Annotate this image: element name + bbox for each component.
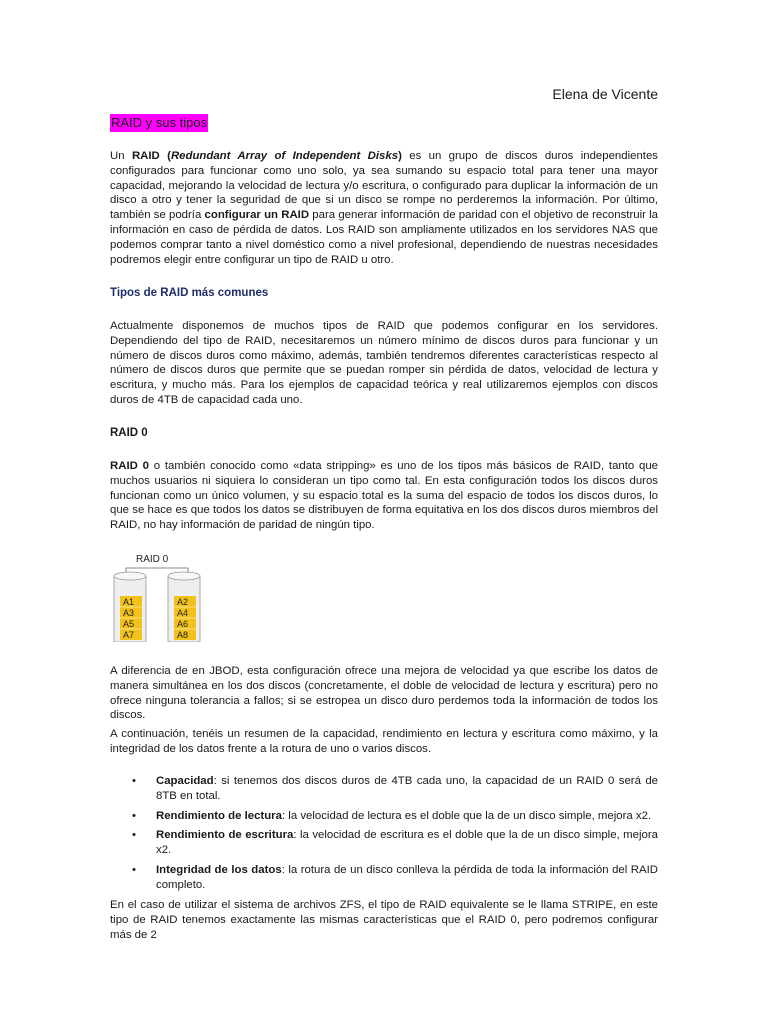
list-item: • Integridad de los datos: la rotura de un disco conlleva la pérdida de toda la información del RAID completo. — [132, 863, 658, 891]
disk1-block: A7 — [123, 630, 135, 640]
disk2-block: A4 — [177, 608, 189, 618]
raid0-paragraph: RAID 0 o también conocido como «data stripping» es uno de los tipos más básicos de RAID, tanto que muchos usuarios ni siquiera lo consideran un tipo como tal. En esta configuración todos los discos duros funcionan como un único volumen, y su espacio total es la suma del espacio de todos los discos duros, lo que se hace es que todos los datos se distribuyen de forma equitativa en los dos discos duros miembros del RAID, no hay información de paridad de ningún tipo. — [110, 460, 659, 532]
raid0-diagram-label: RAID 0 — [136, 554, 169, 565]
heading-raid0: RAID 0 — [110, 427, 148, 439]
zfs-paragraph: En el caso de utilizar el sistema de archivos ZFS, el tipo de RAID equivalente se le llama STRIPE, en este tipo de RAID tenemos exactamente las mismas características que el RAID 0, pero podremos configurar más de 2 — [110, 899, 658, 941]
raid0-features-list — [110, 774, 658, 898]
list-item: • Capacidad: si tenemos dos discos duros de 4TB cada uno, la capacidad de un RAID 0 será de 8TB en total. — [132, 775, 658, 802]
raid0-diagram — [106, 550, 210, 642]
disk2-block: A2 — [177, 597, 189, 607]
types-paragraph: Actualmente disponemos de muchos tipos de RAID que podemos configurar en los servidores. Dependiendo del tipo de RAID, necesitaremos un número mínimo de discos duros para funcionar y un número de discos duros como máximo, además, también tendremos diferentes características respecto al número de discos duros que permite que se puedan romper sin pérdida de datos, velocidad de lectura y escritura, y mucho más. Para los ejemplos de capacidad teórica y real utilizaremos ejemplos con discos duros de 4TB de capacidad cada uno. — [110, 320, 658, 406]
document-title: RAID y sus tipos — [111, 115, 208, 130]
disk2-block: A8 — [177, 630, 189, 640]
disk-2 — [168, 572, 200, 642]
list-item: • Rendimiento de lectura: la velocidad de lectura es el doble que la de un disco simple, mejora x2. — [132, 809, 652, 822]
disk1-block: A1 — [123, 597, 135, 607]
heading-raid-types: Tipos de RAID más comunes — [110, 287, 269, 299]
disk-1 — [114, 572, 146, 642]
author-name: Elena de Vicente — [552, 86, 658, 102]
summary-paragraph: A continuación, tenéis un resumen de la capacidad, rendimiento en lectura y escritura como máximo, y la integridad de los datos frente a la rotura de uno o varios discos. — [110, 728, 658, 755]
jbod-paragraph: A diferencia de en JBOD, esta configuración ofrece una mejora de velocidad ya que escribe los datos de manera simultánea en los dos discos (concretamente, el doble de velocidad de lectura y escritura) pero no ofrece ninguna tolerancia a fallos; si se estropea un disco duro perdemos toda la información de todos los discos. — [110, 665, 658, 722]
disk1-block: A5 — [123, 619, 135, 629]
intro-paragraph: Un RAID (Redundant Array of Independent Disks) es un grupo de discos duros independientes configurados para funcionar como uno solo, ya sea sumando su espacio total para tener una mayor capacidad, mejorando la velocidad de lectura y/o escritura, o configurado para duplicar la información de un disco a otro y tener la seguridad de que si un disco se rompe no perderemos la información. Por último, también se podría configurar un RAID para generar información de paridad con el objetivo de reconstruir la información en caso de pérdida de datos. Los RAID son ampliamente utilizados en los servidores NAS que podemos comprar tanto a nivel doméstico como a nivel profesional, dependiendo de nuestras necesidades podremos elegir entre configurar un tipo de RAID u otro. — [110, 150, 658, 266]
disk2-block: A6 — [177, 619, 189, 629]
disk1-block: A3 — [123, 608, 135, 618]
list-item: • Rendimiento de escritura: la velocidad de escritura es el doble que la de un disco simple, mejora x2. — [132, 829, 658, 857]
